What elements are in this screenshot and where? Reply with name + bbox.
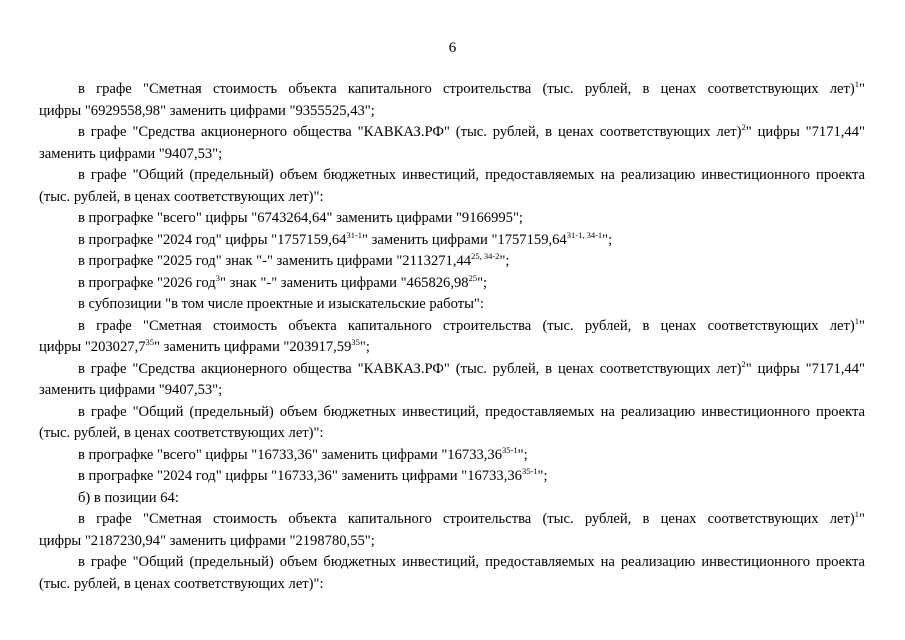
paragraph: в прографке "всего" цифры "6743264,64" заменить цифрами "9166995"; [78, 210, 523, 226]
text-line: в графе "Сметная стоимость объекта капитального строительства (тыс. рублей, в ценах соответствующих лет)$^1$" [78, 315, 865, 334]
paragraph: в прографке "2024 год" цифры "16733,36" заменить цифрами "16733,36$^{35-1}$"; [78, 466, 548, 484]
paragraph [39, 509, 865, 531]
text-line: в графе "Общий (предельный) объем бюджетных инвестиций, предоставляемых на реализацию инвестиционного проекта [78, 554, 865, 570]
paragraph-continuation: (тыс. рублей, в ценах соответствующих лет)": [39, 575, 324, 592]
paragraph-continuation: заменить цифрами "9407,53"; [39, 145, 223, 162]
text-line: в графе "Общий (предельный) объем бюджетных инвестиций, предоставляемых на реализацию инвестиционного проекта [78, 167, 865, 183]
text-line: в графе "Сметная стоимость объекта капитального строительства (тыс. рублей, в ценах соответствующих лет)$^1$" [78, 509, 865, 527]
text-line: в графе "Средства акционерного общества "КАВКАЗ.РФ" (тыс. рублей, в ценах соответствующих лет)$^2$" цифры "7171,44" [78, 358, 865, 377]
paragraph-continuation: цифры "6929558,98" заменить цифрами "9355525,43"; [39, 102, 375, 119]
paragraph [39, 316, 865, 338]
paragraph-continuation: цифры "203027,7$^{35}$" заменить цифрами "203917,59$^{35}$"; [39, 337, 370, 355]
paragraph: в прографке "всего" цифры "16733,36" заменить цифрами "16733,36$^{35-1}$"; [78, 444, 528, 463]
paragraph [39, 402, 865, 424]
text-line: в графе "Общий (предельный) объем бюджетных инвестиций, предоставляемых на реализацию инвестиционного проекта [78, 403, 865, 420]
page-number: 6 [448, 40, 457, 56]
text-line: в графе "Сметная стоимость объекта капитального строительства (тыс. рублей, в ценах соответствующих лет)$^1$" [78, 79, 865, 97]
paragraph-continuation: заменить цифрами "9407,53"; [39, 382, 223, 398]
document-body [39, 79, 865, 595]
paragraph [39, 122, 865, 144]
paragraph: в прографке "2024 год" цифры "1757159,64$^{31-1}$" заменить цифрами "1757159,64$^{31-1, 34-1}$"; [78, 229, 613, 248]
paragraph-continuation: (тыс. рублей, в ценах соответствующих лет)": [39, 425, 324, 441]
paragraph [39, 165, 865, 187]
paragraph: в прографке "2025 год" знак "-" заменить цифрами "2113271,44$^{25, 34-2}$"; [78, 251, 510, 269]
paragraph-continuation: цифры "2187230,94" заменить цифрами "2198780,55"; [39, 532, 375, 549]
paragraph: в субпозиции "в том числе проектные и изыскательские работы": [78, 296, 484, 312]
paragraph: в прографке "2026 год$^3$" знак "-" заменить цифрами "465826,98$^{25}$"; [78, 272, 488, 291]
paragraph [39, 79, 865, 101]
paragraph: б) в позиции 64: [78, 489, 179, 506]
paragraph [39, 359, 865, 381]
text-line: в графе "Средства акционерного общества "КАВКАЗ.РФ" (тыс. рублей, в ценах соответствующих лет)$^2$" цифры "7171,44" [78, 122, 865, 140]
paragraph [39, 552, 865, 574]
paragraph-continuation: (тыс. рублей, в ценах соответствующих лет)": [39, 188, 324, 205]
